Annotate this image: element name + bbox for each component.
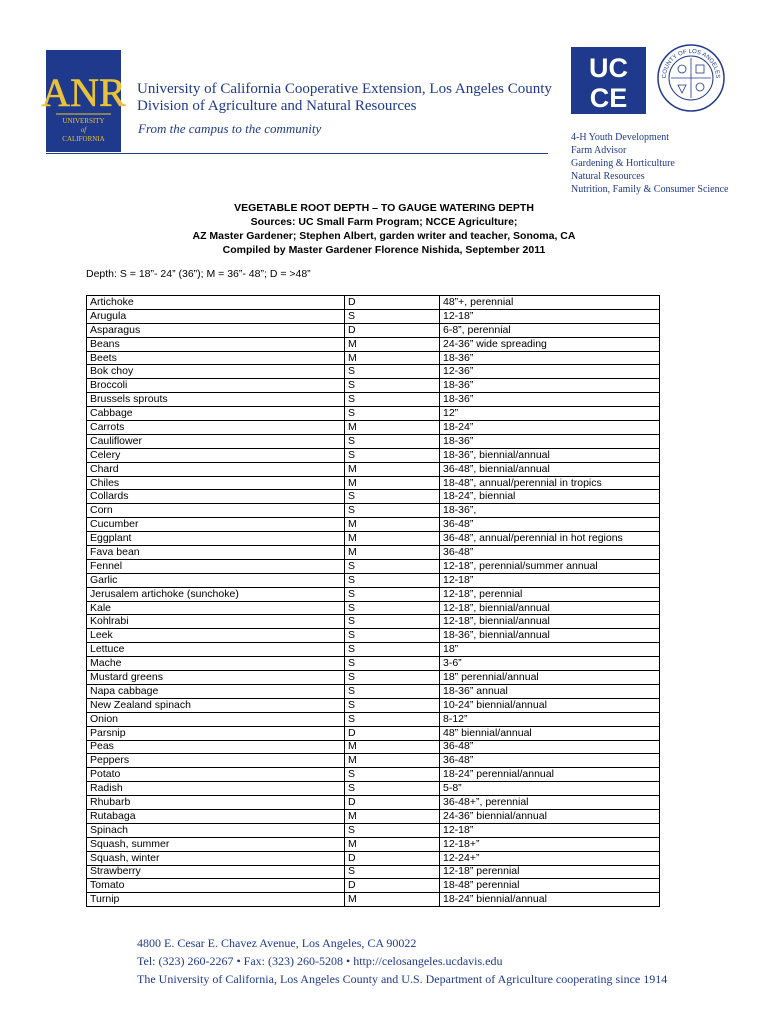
table-row [87, 601, 660, 615]
depth-class-cell: M [345, 462, 440, 476]
depth-range-cell: 18-36” [440, 434, 660, 448]
depth-class-cell: S [345, 309, 440, 323]
depth-class-cell: S [345, 393, 440, 407]
depth-range-cell: 48” biennial/annual [440, 726, 660, 740]
vegetable-cell: Mache [87, 657, 345, 671]
table-row [87, 671, 660, 685]
depth-class-cell: S [345, 490, 440, 504]
table-row [87, 532, 660, 546]
depth-range-cell: 18-48” perennial [440, 879, 660, 893]
depth-class-cell: M [345, 532, 440, 546]
table-row [87, 504, 660, 518]
title-line: Sources: UC Small Farm Program; NCCE Agriculture; [250, 216, 518, 228]
vegetable-cell: Squash, summer [87, 837, 345, 851]
vegetable-cell: Kale [87, 601, 345, 615]
anr-logo [41, 50, 126, 152]
table-row [87, 309, 660, 323]
depth-range-cell: 12-18”, biennial/annual [440, 615, 660, 629]
footer-contact: Tel: (323) 260-2267 • Fax: (323) 260-5208 • http://celosangeles.ucdavis.edu [137, 954, 503, 968]
depth-class-cell: M [345, 837, 440, 851]
depth-range-cell: 18-24”, biennial [440, 490, 660, 504]
vegetable-cell: Arugula [87, 309, 345, 323]
depth-range-cell: 36-48” [440, 754, 660, 768]
depth-range-cell: 36-48”, biennial/annual [440, 462, 660, 476]
table-row [87, 296, 660, 310]
table-row [87, 684, 660, 698]
table-row [87, 518, 660, 532]
table-row [87, 893, 660, 907]
depth-range-cell: 18-24” perennial/annual [440, 768, 660, 782]
depth-class-cell: S [345, 671, 440, 685]
vegetable-cell: Tomato [87, 879, 345, 893]
depth-class-cell: M [345, 754, 440, 768]
footer-statement: The University of California, Los Angeles County and U.S. Department of Agriculture cooperating since 1914 [137, 972, 668, 986]
depth-range-cell: 12-24+” [440, 851, 660, 865]
vegetable-cell: Rutabaga [87, 809, 345, 823]
vegetable-cell: Jerusalem artichoke (sunchoke) [87, 587, 345, 601]
vegetable-cell: Parsnip [87, 726, 345, 740]
vegetable-cell: Fennel [87, 559, 345, 573]
footer [137, 934, 667, 988]
depth-range-cell: 12-18”, perennial/summer annual [440, 559, 660, 573]
county-seal [656, 43, 726, 113]
depth-range-cell: 12-18+” [440, 837, 660, 851]
depth-class-cell: S [345, 407, 440, 421]
vegetable-cell: Leek [87, 629, 345, 643]
vegetable-cell: Chard [87, 462, 345, 476]
table-row [87, 559, 660, 573]
depth-range-cell: 6-8”, perennial [440, 323, 660, 337]
table-row [87, 782, 660, 796]
footer-address: 4800 E. Cesar E. Chavez Avenue, Los Angeles, CA 90022 [137, 936, 417, 950]
depth-key: Depth: S = 18”- 24” (36”); M = 36”- 48”; D = >48” [86, 268, 311, 280]
program-item: Natural Resources [571, 171, 645, 182]
vegetable-cell: Kohlrabi [87, 615, 345, 629]
depth-range-cell: 18-36”, [440, 504, 660, 518]
document-title [0, 201, 768, 257]
vegetable-cell: Asparagus [87, 323, 345, 337]
anr-logo-of: of [80, 126, 87, 134]
depth-class-cell: S [345, 768, 440, 782]
vegetable-cell: Corn [87, 504, 345, 518]
table-row [87, 615, 660, 629]
org-tagline: From the campus to the community [138, 121, 322, 136]
table-row [87, 643, 660, 657]
vegetable-cell: Chiles [87, 476, 345, 490]
vegetable-cell: Mustard greens [87, 671, 345, 685]
table-row [87, 768, 660, 782]
depth-range-cell: 12-18” [440, 823, 660, 837]
depth-class-cell: M [345, 809, 440, 823]
depth-range-cell: 8-12” [440, 712, 660, 726]
depth-class-cell: S [345, 615, 440, 629]
vegetable-cell: Broccoli [87, 379, 345, 393]
vegetable-cell: Lettuce [87, 643, 345, 657]
vegetable-cell: Squash, winter [87, 851, 345, 865]
depth-class-cell: S [345, 643, 440, 657]
depth-range-cell: 12-18” [440, 573, 660, 587]
depth-range-cell: 18-36” [440, 351, 660, 365]
depth-range-cell: 36-48”, annual/perennial in hot regions [440, 532, 660, 546]
vegetable-cell: Potato [87, 768, 345, 782]
depth-class-cell: D [345, 323, 440, 337]
header-divider [46, 153, 548, 154]
depth-class-cell: S [345, 365, 440, 379]
depth-class-cell: D [345, 879, 440, 893]
depth-class-cell: S [345, 823, 440, 837]
table-row [87, 573, 660, 587]
depth-range-cell: 18-24” [440, 421, 660, 435]
table-row [87, 712, 660, 726]
depth-class-cell: S [345, 504, 440, 518]
vegetable-cell: Eggplant [87, 532, 345, 546]
depth-class-cell: M [345, 740, 440, 754]
table-row [87, 476, 660, 490]
table-row [87, 351, 660, 365]
table-row [87, 434, 660, 448]
depth-range-cell: 36-48+”, perennial [440, 796, 660, 810]
table-row [87, 657, 660, 671]
vegetable-cell: Peppers [87, 754, 345, 768]
vegetable-cell: Onion [87, 712, 345, 726]
table-row [87, 879, 660, 893]
depth-class-cell: D [345, 796, 440, 810]
table-row [87, 629, 660, 643]
program-item: Farm Advisor [571, 145, 627, 156]
vegetable-cell: Cabbage [87, 407, 345, 421]
table-row [87, 379, 660, 393]
ucce-logo-bottom: CE [589, 83, 628, 113]
depth-class-cell: D [345, 726, 440, 740]
depth-class-cell: S [345, 573, 440, 587]
vegetable-cell: Garlic [87, 573, 345, 587]
vegetable-cell: Cucumber [87, 518, 345, 532]
depth-class-cell: D [345, 851, 440, 865]
depth-class-cell: S [345, 782, 440, 796]
vegetable-cell: Cauliflower [87, 434, 345, 448]
vegetable-cell: Strawberry [87, 865, 345, 879]
depth-class-cell: S [345, 448, 440, 462]
depth-class-cell: M [345, 518, 440, 532]
depth-class-cell: S [345, 657, 440, 671]
table-row [87, 490, 660, 504]
depth-range-cell: 12-18”, biennial/annual [440, 601, 660, 615]
depth-range-cell: 18-36” annual [440, 684, 660, 698]
table-row [87, 323, 660, 337]
title-line: VEGETABLE ROOT DEPTH – TO GAUGE WATERING DEPTH [234, 202, 534, 214]
depth-range-cell: 48”+, perennial [440, 296, 660, 310]
depth-range-cell: 18” perennial/annual [440, 671, 660, 685]
title-line: Compiled by Master Gardener Florence Nishida, September 2011 [222, 244, 546, 256]
depth-range-cell: 18-36”, biennial/annual [440, 629, 660, 643]
vegetable-cell: Turnip [87, 893, 345, 907]
program-item: Nutrition, Family & Consumer Science [571, 184, 729, 195]
depth-class-cell: M [345, 476, 440, 490]
depth-class-cell: S [345, 559, 440, 573]
program-list [571, 131, 728, 196]
depth-range-cell: 36-48” [440, 518, 660, 532]
vegetable-cell: Fava bean [87, 546, 345, 560]
depth-range-cell: 12-18” [440, 309, 660, 323]
table-row [87, 796, 660, 810]
anr-logo-california: CALIFORNIA [62, 135, 105, 143]
vegetable-cell: Spinach [87, 823, 345, 837]
depth-range-cell: 18-36” [440, 393, 660, 407]
depth-range-cell: 3-6” [440, 657, 660, 671]
depth-class-cell: S [345, 865, 440, 879]
depth-class-cell: S [345, 684, 440, 698]
vegetable-cell: Celery [87, 448, 345, 462]
county-seal-text: COUNTY OF LOS ANGELES [661, 48, 721, 79]
title-line: AZ Master Gardener; Stephen Albert, garden writer and teacher, Sonoma, CA [192, 230, 576, 242]
depth-class-cell: S [345, 379, 440, 393]
vegetable-cell: Beets [87, 351, 345, 365]
depth-range-cell: 12-36” [440, 365, 660, 379]
root-depth-table [86, 295, 660, 907]
depth-range-cell: 12” [440, 407, 660, 421]
table-row [87, 546, 660, 560]
depth-range-cell: 12-18” perennial [440, 865, 660, 879]
depth-range-cell: 5-8” [440, 782, 660, 796]
depth-range-cell: 18-36”, biennial/annual [440, 448, 660, 462]
vegetable-cell: Artichoke [87, 296, 345, 310]
table-row [87, 740, 660, 754]
anr-logo-university: UNIVERSITY [62, 117, 105, 125]
depth-class-cell: S [345, 698, 440, 712]
program-item: 4-H Youth Development [571, 132, 670, 143]
table-row [87, 462, 660, 476]
ucce-logo [571, 47, 646, 114]
depth-range-cell: 18-48”, annual/perennial in tropics [440, 476, 660, 490]
depth-class-cell: S [345, 434, 440, 448]
table-row [87, 754, 660, 768]
table-row [87, 407, 660, 421]
org-division: Division of Agriculture and Natural Resources [137, 98, 417, 114]
depth-range-cell: 24-36” wide spreading [440, 337, 660, 351]
table-row [87, 809, 660, 823]
depth-range-cell: 18” [440, 643, 660, 657]
table-row [87, 421, 660, 435]
depth-class-cell: M [345, 893, 440, 907]
vegetable-cell: New Zealand spinach [87, 698, 345, 712]
vegetable-cell: Beans [87, 337, 345, 351]
depth-class-cell: M [345, 421, 440, 435]
table-row [87, 365, 660, 379]
vegetable-cell: Napa cabbage [87, 684, 345, 698]
table-row [87, 851, 660, 865]
depth-range-cell: 36-48” [440, 546, 660, 560]
vegetable-cell: Rhubarb [87, 796, 345, 810]
vegetable-cell: Peas [87, 740, 345, 754]
depth-class-cell: D [345, 296, 440, 310]
table-row [87, 823, 660, 837]
depth-class-cell: S [345, 587, 440, 601]
table-row [87, 698, 660, 712]
vegetable-cell: Brussels sprouts [87, 393, 345, 407]
vegetable-cell: Carrots [87, 421, 345, 435]
depth-class-cell: M [345, 546, 440, 560]
table-row [87, 587, 660, 601]
anr-logo-letters: ANR [41, 70, 126, 115]
depth-class-cell: S [345, 629, 440, 643]
depth-range-cell: 36-48” [440, 740, 660, 754]
vegetable-cell: Bok choy [87, 365, 345, 379]
vegetable-cell: Radish [87, 782, 345, 796]
table-row [87, 393, 660, 407]
depth-class-cell: M [345, 351, 440, 365]
org-name: University of California Cooperative Extension, Los Angeles County [137, 81, 552, 97]
depth-class-cell: M [345, 337, 440, 351]
depth-range-cell: 24-36” biennial/annual [440, 809, 660, 823]
table-row [87, 865, 660, 879]
table-row [87, 448, 660, 462]
depth-range-cell: 18-24” biennial/annual [440, 893, 660, 907]
table-row [87, 726, 660, 740]
depth-range-cell: 18-36” [440, 379, 660, 393]
depth-range-cell: 10-24” biennial/annual [440, 698, 660, 712]
table-row [87, 837, 660, 851]
depth-range-cell: 12-18”, perennial [440, 587, 660, 601]
ucce-logo-top: UC [589, 53, 628, 83]
table-row [87, 337, 660, 351]
vegetable-cell: Collards [87, 490, 345, 504]
depth-class-cell: S [345, 601, 440, 615]
program-item: Gardening & Horticulture [571, 158, 675, 169]
depth-class-cell: S [345, 712, 440, 726]
